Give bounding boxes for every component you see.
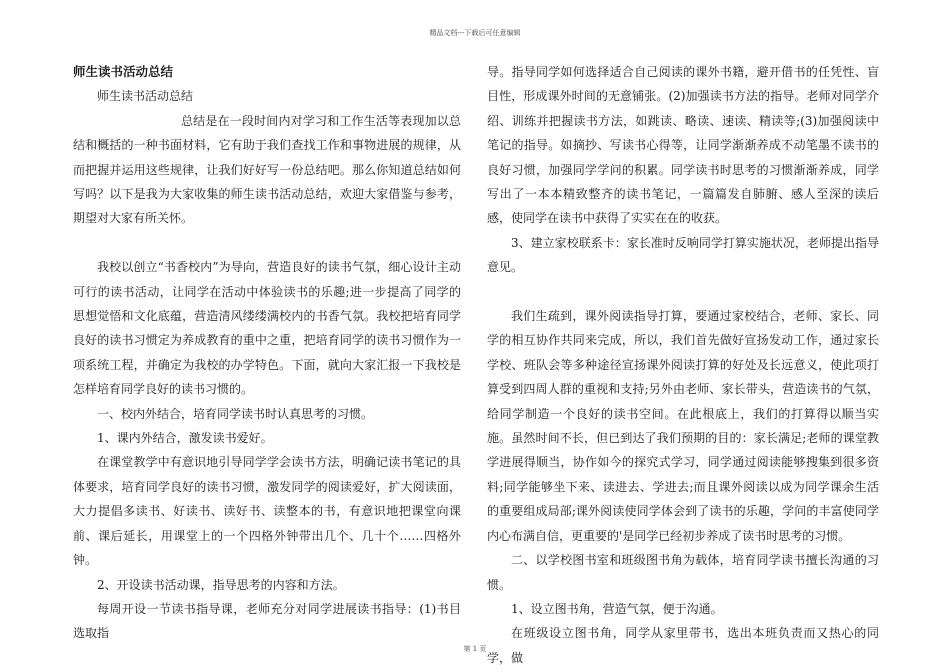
document-title: 师生读书活动总结 (73, 64, 174, 79)
intro-paragraph: 总结是在一段时间内对学习和工作生活等表现加以总结和概括的一种书面材料，它有助于我们查找工作和事物进展的规律，从而把握并运用这些规律，让我们好好写一份总结吧。那么你知道总结如何写吗？以下是我为大家收集的师生读书活动总结，欢迎大家借鉴与参考，期望对大家有所关怀。 (73, 113, 461, 226)
body-paragraph: 在班级设立图书角，同学从家里带书，选出本班负责而又热心的同学，做 (487, 626, 879, 665)
body-paragraph: 导。指导同学如何选择适合自己阅读的课外书籍，避开借书的任凭性、盲目性，形成课外时间的无意铺张。(2)加强读书方法的指导。老师对同学介绍、训练并把握读书方法，如跳读、略读、速读、精读等;(3)加强阅读中笔记的指导。如摘抄、写读书心得等，让同学渐渐养成不动笔墨不读书的良好习惯，加强同学学问的积累。同学读书时思考的习惯渐渐养成，同学写出了一本本精致整齐的读书笔记，一篇篇发自肺腑、感人至深的读后感，使同学在读书中获得了实实在在的收获。 (487, 65, 879, 226)
right-column (487, 60, 879, 670)
body-paragraph: 我们生疏到，课外阅读指导打算，要通过家校结合，老师、家长、同学的相互协作共同来完成，所以，我们首先做好宣扬发动工作，通过家长学校、班队会等多种途径宣扬课外阅读打算的好处及长远意义，使此项打算受到四周人群的重视和支持;另外由老师、家长带头，营造读书的气氛，给同学制造一个良好的读书空间。在此根底上，我们的打算得以顺当实施。虽然时间不长，但已到达了我们预期的目的：家长满足;老师的课堂教学进展得顺当，协作如今的探究式学习，同学通过阅读能够搜集到很多资料;同学能够坐下来、读进去、学进去;而且课外阅读以成为同学课余生活的重要组成局部;课外阅读使同学体会到了读书的乐趣，学问的丰富使同学内心布满自信，更重要的'是同学已经初步养成了读书时思考的习惯。 (487, 309, 879, 543)
subsection-heading: 1、课内外结合，激发读书爱好。 (97, 431, 273, 446)
body-paragraph: 3、建立家校联系卡：家长准时反响同学打算实施状况，老师提出指导意见。 (487, 235, 879, 275)
page-header: 精品文档---下载后可任意编辑 (429, 29, 521, 37)
subsection-heading: 2、开设读书活动课，指导思考的内容和方法。 (97, 577, 345, 592)
subsection-heading: 1、设立图书角，营造气氛，便于沟通。 (511, 601, 723, 616)
body-paragraph: 在课堂教学中有意识地引导同学学会读书方法，明确记读书笔记的具体要求，培育同学良好的读书习惯，激发同学的阅读爱好，扩大阅读面，大力提倡多读书、好读书、读好书、读整本的书，有意识地把课堂向课前、课后延长，用课堂上的一个四格外钟带出几个、几十个……四格外钟。 (73, 455, 461, 568)
paragraph-gap (73, 231, 461, 255)
paragraph-gap (487, 280, 879, 304)
body-paragraph: 我校以创立“书香校内”为导向，营造良好的读书气氛，细心设计主动可行的读书活动，让同学在活动中体验读书的乐趣;进一步提高了同学的思想觉悟和文化底蕴，营造清风缕缕满校内的书香气氛。我校把培育同学良好的读书习惯定为养成教育的重中之重，把培育同学的读书习惯作为一项系统工程，并确定为我校的办学特色。下面，就向大家汇报一下我校是怎样培育同学良好的读书习惯的。 (73, 260, 461, 397)
section-heading: 二、以学校图书室和班级图书角为载体，培育同学读书擅长沟通的习惯。 (487, 553, 879, 592)
body-paragraph: 每周开设一节读书指导课，老师充分对同学进展读书指导：(1)书目选取指 (73, 601, 461, 641)
document-subtitle: 师生读书活动总结 (97, 89, 194, 104)
left-column (73, 60, 461, 646)
section-heading: 一、校内外结合，培育同学读书时认真思考的习惯。 (97, 406, 374, 421)
page-footer: 第 1 页 (463, 645, 487, 653)
